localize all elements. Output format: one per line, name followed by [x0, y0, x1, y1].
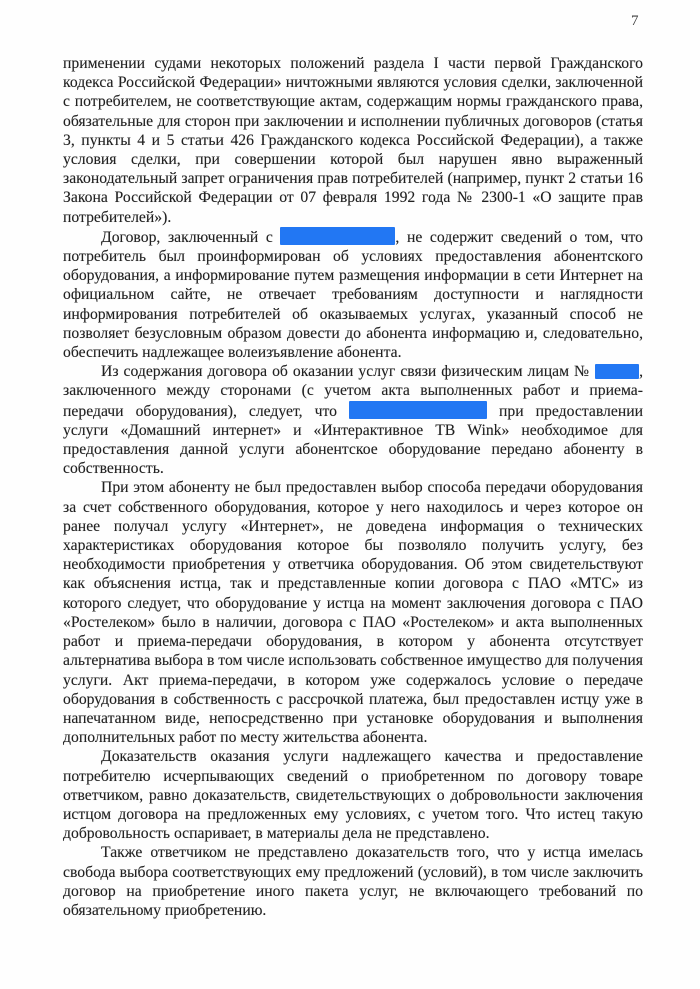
paragraph: Договор, заключенный с , не содержит сведений о том, что потребитель был проинформирован об условиях предоставления абонентского оборудования, а информирование путем размещения информации в сети Интернет на официальном сайте, не отвечает требованиям доступности и наглядности информирования потребителей об оказываемых услугах, указанный способ не позволяет безусловным образом довести до абонента информацию и, следовательно, обеспечить надлежащее волеизъявление абонента. — [63, 228, 643, 362]
redaction-box — [595, 364, 639, 379]
paragraph: применении судами некоторых положений раздела I части первой Гражданского кодекса Российской Федерации» ничтожными являются условия сделки, заключенной с потребителем, не соответствующие актам, содержащим нормы гражданского права, обязательные для сторон при заключении и исполнении публичных договоров (статья 3, пункты 4 и 5 статьи 426 Гражданского кодекса Российской Федерации), а также условия сделки, при совершении которой был нарушен явно выраженный законодательный запрет ограничения прав потребителей (например, пункт 2 статьи 16 Закона Российской Федерации от 07 февраля 1992 года № 2300-1 «О защите прав потребителей»). — [63, 55, 643, 226]
paragraph: Доказательств оказания услуги надлежащего качества и предоставление потребителю исчерпывающих сведений о приобретенном по договору товаре ответчиком, равно доказательств, свидетельствующих о добровольности заключения истцом договора на предложенных ему условиях, с учетом того. Что истец такую добровольность оспаривает, в материалы дела не представлено. — [63, 748, 643, 843]
redaction-box — [280, 227, 395, 245]
page-number: 7 — [631, 13, 639, 29]
paragraph: Из содержания договора об оказании услуг связи физическим лицам № , заключенного между сторонами (с учетом акта выполненных работ и приема-передачи оборудования), следует, что при предоставлении услуги «Домашний интернет» и «Интерактивное ТВ Wink» необходимое для предоставления данной услуги абонентское оборудование передано абоненту в собственность. — [63, 363, 644, 478]
document-body — [63, 54, 643, 920]
paragraph: Также ответчиком не представлено доказательств того, что у истца имелась свобода выбора соответствующих ему предложений (условий), в том числе заключить договор на приобретение иного пакета услуг, не включающего требований по обязательному приобретению. — [63, 844, 643, 919]
redaction-box — [349, 401, 487, 419]
paragraph: При этом абоненту не был предоставлен выбор способа передачи оборудования за счет собственного оборудования, которое у него находилось и через которое он ранее получал услугу «Интернет», не доведена информация о технических характеристиках оборудования которое бы позволяло получить услугу, без необходимости приобретения у ответчика оборудования. Об этом свидетельствуют как объяснения истца, так и представленные копии договора с ПАО «МТС» из которого следует, что оборудование у истца на момент заключения договора с ПАО «Ростелеком» было в наличии, договора с ПАО «Ростелеком» и акта выполненных работ и приема-передачи оборудования, в котором у абонента отсутствует альтернатива выбора в том числе использовать собственное имущество для получения услуги. Акт приема-передачи, в котором уже содержалось условие о передаче оборудования в собственность с рассрочкой платежа, был предоставлен истцу уже в напечатанном виде, непосредственно при установке оборудования и выполнения дополнительных работ по месту жительства абонента. — [63, 479, 643, 747]
